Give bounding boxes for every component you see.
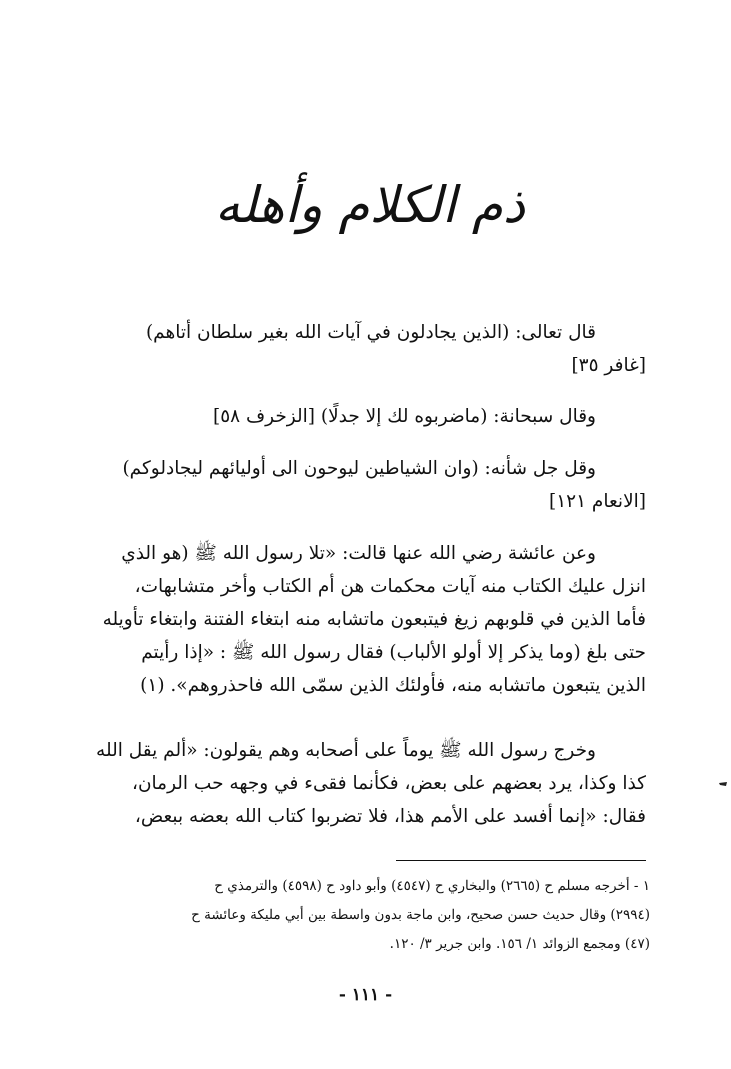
page-number: - ١١١ -: [338, 985, 393, 1005]
paragraph-line: حتى بلغ (وما يذكر إلا أولو الألباب) فقال رسول الله ﷺ : «إذا رأيتم: [141, 642, 646, 663]
paragraph-aisha-hadith: [72, 537, 646, 702]
paragraph-line: فأما الذين في قلوبهم زيغ فيتبعون ماتشابه منه ابتغاء الفتنة وابتغاء تأويله: [102, 609, 646, 630]
verse-1: [72, 316, 646, 382]
paragraph-line: وعن عائشة رضي الله عنها قالت: «تلا رسول الله ﷺ (هو الذي: [121, 543, 596, 564]
margin-mark-icon: [718, 777, 728, 791]
paragraph-line: الذين يتبعون ماتشابه منه، فأولئك الذين سمّى الله فاحذروهم». (١): [140, 675, 646, 696]
paragraph-line: كذا وكذا، يرد بعضهم على بعض، فكأنما فقىء في وجهه حب الرمان،: [131, 773, 646, 794]
footnote-line: ١ - أخرجه مسلم ح (٢٦٦٥) والبخاري ح (٤٥٤٧) وأبو داود ح (٤٥٩٨) والترمذي ح: [214, 878, 650, 894]
paragraph-line: وخرج رسول الله ﷺ يوماً على أصحابه وهم يقولون: «ألم يقل الله: [96, 740, 596, 761]
paragraph-line: فقال: «إنما أفسد على الأمم هذا، فلا تضربوا كتاب الله بعضه ببعض،: [134, 806, 646, 827]
footnote-line: (٢٩٩٤) وقال حديث حسن صحيح، وابن ماجة بدون واسطة بين أبي مليكة وعائشة ح: [191, 907, 650, 923]
verse-2: [72, 400, 646, 433]
verse-line: قال تعالى: (الذين يجادلون في آيات الله بغير سلطان أتاهم): [145, 322, 596, 343]
footnote-line: (٤٧) ومجمع الزوائد ١/ ١٥٦. وابن جرير ٣/ ١٢٠.: [389, 936, 650, 952]
verse-line: [الانعام ١٢١]: [549, 491, 646, 512]
verse-line: [غافر ٣٥]: [571, 355, 646, 376]
chapter-title: ذم الكلام وأهله: [214, 176, 526, 234]
footnote-separator: [396, 860, 646, 861]
verse-line: وقل جل شأنه: (وان الشياطين ليوحون الى أوليائهم ليجادلوكم): [122, 458, 596, 479]
paragraph-companions: [72, 734, 646, 833]
paragraph-line: انزل عليك الكتاب منه آيات محكمات هن أم الكتاب وأخر متشابهات،: [134, 576, 646, 597]
footnote: [72, 872, 650, 959]
verse-3: [72, 452, 646, 518]
verse-line: وقال سبحانة: (ماضربوه لك إلا جدلًا) [الزخرف ٥٨]: [212, 406, 596, 427]
